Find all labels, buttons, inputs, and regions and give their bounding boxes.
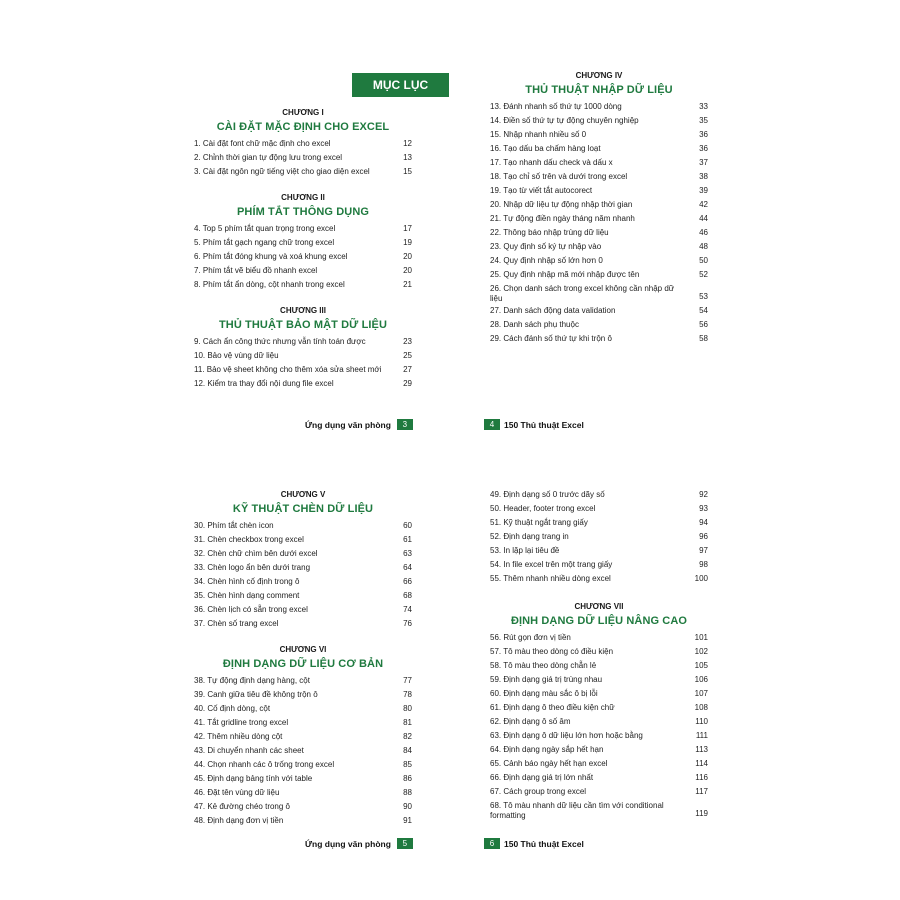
toc-entry: [490, 558, 708, 572]
toc-entry: [490, 785, 708, 799]
toc-entry: [194, 575, 412, 589]
page-number-badge: 4: [484, 419, 500, 430]
toc-entry-title: 41. Tắt gridline trong excel: [194, 718, 289, 727]
chapter-title: THỦ THUẬT BẢO MẬT DỮ LIỆU: [218, 319, 388, 331]
toc-entry: [490, 114, 708, 128]
toc-entry: [490, 212, 708, 226]
footer-label: 150 Thủ thuật Excel: [504, 419, 584, 430]
toc-entry-page: 98: [699, 560, 708, 569]
toc-entry-title: 10. Bảo vệ vùng dữ liệu: [194, 351, 279, 360]
toc-entry-page: 21: [403, 280, 412, 289]
toc-entry-title: 63. Định dạng ô dữ liệu lớn hơn hoặc bằng: [490, 731, 643, 740]
toc-entry-title: 32. Chèn chữ chìm bên dưới excel: [194, 549, 318, 558]
toc-entry: [490, 645, 708, 659]
toc-entry: [194, 165, 412, 179]
toc-entry: [194, 151, 412, 165]
toc-entry: [194, 688, 412, 702]
chapter-title: KỸ THUẬT CHÈN DỮ LIỆU: [232, 503, 374, 515]
toc-entry: [194, 744, 412, 758]
toc-entry-page: 80: [403, 704, 412, 713]
toc-entry-page: 93: [699, 504, 708, 513]
toc-entry: [194, 278, 412, 292]
toc-entry-page: 102: [694, 647, 708, 656]
toc-entry-title: 35. Chèn hình dạng comment: [194, 591, 300, 600]
toc-entry: [194, 222, 412, 236]
toc-entry-title: 21. Tự động điền ngày tháng năm nhanh: [490, 214, 635, 223]
toc-entry-title: 67. Cách group trong excel: [490, 787, 587, 796]
toc-entry-title: 57. Tô màu theo dòng có điều kiện: [490, 647, 614, 656]
footer-label: Ứng dụng văn phòng: [305, 419, 391, 430]
toc-entry: [490, 530, 708, 544]
toc-entry-title: 55. Thêm nhanh nhiều dòng excel: [490, 574, 611, 583]
footer-label: Ứng dụng văn phòng: [305, 838, 391, 849]
toc-entry: [490, 170, 708, 184]
toc-entry-title: 47. Kẻ đường chéo trong ô: [194, 802, 290, 811]
chapter-number: CHƯƠNG I: [282, 108, 324, 117]
toc-entry-page: 74: [403, 605, 412, 614]
toc-entry-page: 107: [694, 689, 708, 698]
toc-entry-title: 52. Định dạng trang in: [490, 532, 569, 541]
toc-entry-page: 116: [695, 773, 708, 782]
toc-entry: [194, 561, 412, 575]
toc-entry-title: 29. Cách đánh số thứ tự khi trộn ô: [490, 334, 612, 343]
toc-entry-page: 20: [403, 252, 412, 261]
toc-column-bottom-right: [490, 488, 708, 821]
toc-entry-title: 3. Cài đặt ngôn ngữ tiếng việt cho giao diện excel: [194, 167, 370, 176]
toc-entry: [490, 715, 708, 729]
toc-entry-title: 25. Quy định nhập mã mới nhập được tên: [490, 270, 640, 279]
toc-entry-page: 44: [699, 214, 708, 223]
toc-entry: [490, 502, 708, 516]
toc-entry-page: 105: [694, 661, 708, 670]
toc-entry-page: 113: [695, 745, 708, 754]
page-number-badge: 3: [397, 419, 413, 430]
toc-entry: [490, 240, 708, 254]
toc-column-top-left: [194, 108, 412, 391]
toc-entry-page: 92: [699, 490, 708, 499]
toc-entry-title: 18. Tạo chỉ số trên và dưới trong excel: [490, 172, 628, 181]
toc-entry-title: 37. Chèn số trang excel: [194, 619, 279, 628]
toc-entry: [490, 673, 708, 687]
toc-entry-title: 38. Tự động định dạng hàng, cột: [194, 676, 310, 685]
toc-entry-page: 37: [699, 158, 708, 167]
toc-entry-title: 60. Định dạng màu sắc ô bị lỗi: [490, 689, 598, 698]
toc-entry-title: 19. Tạo từ viết tắt autocorect: [490, 186, 593, 195]
toc-entry-title: 22. Thông báo nhập trùng dữ liệu: [490, 228, 609, 237]
toc-entry: [490, 156, 708, 170]
toc-entry-page: 36: [699, 130, 708, 139]
toc-entry-page: 96: [699, 532, 708, 541]
toc-entry: [490, 743, 708, 757]
chapter-number: CHƯƠNG VI: [279, 645, 327, 654]
toc-entry-page: 97: [699, 546, 708, 555]
toc-entry: [490, 198, 708, 212]
toc-entry-page: 82: [403, 732, 412, 741]
toc-entry-page: 66: [403, 577, 412, 586]
toc-entry-page: 54: [699, 306, 708, 315]
toc-entry-title: 68. Tô màu nhanh dữ liệu cần tìm với conditional formatting: [490, 801, 664, 820]
toc-entry-title: 31. Chèn checkbox trong excel: [194, 535, 304, 544]
toc-entry: [194, 250, 412, 264]
toc-entry-page: 25: [403, 351, 412, 360]
footer-page-6: [484, 838, 584, 849]
toc-entry-page: 117: [695, 787, 708, 796]
toc-entry-title: 40. Cố định dòng, cột: [194, 704, 271, 713]
toc-entry: [194, 772, 412, 786]
toc-entry: [490, 701, 708, 715]
toc-entry: [490, 687, 708, 701]
toc-entry-title: 58. Tô màu theo dòng chẵn lẻ: [490, 661, 597, 670]
toc-entry-title: 28. Danh sách phụ thuộc: [490, 320, 579, 329]
toc-entry: [490, 544, 708, 558]
toc-entry-title: 27. Danh sách động data validation: [490, 306, 616, 315]
toc-entry-page: 29: [403, 379, 412, 388]
chapter-title: THỦ THUẬT NHẬP DỮ LIỆU: [525, 84, 673, 96]
toc-column-top-right: [490, 71, 708, 346]
toc-entry-page: 23: [403, 337, 412, 346]
toc-entry: [490, 304, 708, 318]
toc-entry: [194, 814, 412, 828]
toc-entry-page: 48: [699, 242, 708, 251]
toc-entry-title: 23. Quy định số ký tự nhập vào: [490, 242, 602, 251]
chapter-title: ĐỊNH DẠNG DỮ LIỆU NÂNG CAO: [510, 615, 688, 627]
toc-entry-page: 15: [403, 167, 412, 176]
toc-entry: [490, 226, 708, 240]
toc-entry-page: 60: [403, 521, 412, 530]
toc-entry: [490, 128, 708, 142]
toc-entry-page: 84: [403, 746, 412, 755]
toc-entry-title: 9. Cách ẩn công thức nhưng vẫn tính toán được: [194, 337, 366, 346]
toc-entry-page: 63: [403, 549, 412, 558]
toc-entry-title: 36. Chèn lịch có sẵn trong excel: [194, 605, 308, 614]
toc-entry: [194, 674, 412, 688]
toc-entry: [490, 184, 708, 198]
chapter-number: CHƯƠNG IV: [575, 71, 623, 80]
toc-entry-title: 34. Chèn hình cố định trong ô: [194, 577, 300, 586]
toc-entry-title: 33. Chèn logo ẩn bên dưới trang: [194, 563, 311, 572]
toc-entry-title: 42. Thêm nhiều dòng cột: [194, 732, 283, 741]
footer-page-5: [305, 838, 413, 849]
toc-entry: [194, 264, 412, 278]
toc-entry: [194, 236, 412, 250]
toc-entry-title: 16. Tạo dấu ba chấm hàng loạt: [490, 144, 601, 153]
toc-entry-title: 49. Định dạng số 0 trước dãy số: [490, 490, 605, 499]
toc-entry-page: 100: [694, 574, 708, 583]
toc-entry-page: 110: [695, 717, 708, 726]
chapter-title: CÀI ĐẶT MẶC ĐỊNH CHO EXCEL: [216, 121, 390, 133]
toc-entry: [490, 572, 708, 586]
toc-entry: [490, 268, 708, 282]
toc-entry: [194, 377, 412, 391]
toc-entry-title: 43. Di chuyển nhanh các sheet: [194, 746, 304, 755]
toc-entry: [490, 142, 708, 156]
toc-entry-title: 65. Cảnh báo ngày hết hạn excel: [490, 759, 608, 768]
toc-entry-page: 64: [403, 563, 412, 572]
toc-entry: [490, 318, 708, 332]
toc-entry-title: 1. Cài đặt font chữ mặc định cho excel: [194, 139, 331, 148]
toc-entry-title: 4. Top 5 phím tắt quan trọng trong excel: [194, 224, 336, 233]
toc-entry-title: 5. Phím tắt gạch ngang chữ trong excel: [194, 238, 335, 247]
toc-entry-page: 88: [403, 788, 412, 797]
toc-entry-title: 17. Tạo nhanh dấu check và dấu x: [490, 158, 613, 167]
toc-entry: [194, 589, 412, 603]
toc-entry-page: 39: [699, 186, 708, 195]
toc-entry: [490, 757, 708, 771]
toc-entry-page: 61: [403, 535, 412, 544]
toc-entry: [490, 282, 708, 304]
toc-entry-page: 90: [403, 802, 412, 811]
toc-entry: [490, 631, 708, 645]
toc-entry-page: 52: [699, 270, 708, 279]
toc-entry: [194, 533, 412, 547]
toc-entry-title: 51. Kỹ thuật ngắt trang giấy: [490, 518, 588, 527]
toc-entry-page: 119: [695, 809, 708, 818]
toc-entry: [490, 100, 708, 114]
page-number-badge: 5: [397, 838, 413, 849]
page-number-badge: 6: [484, 838, 500, 849]
toc-entry: [490, 799, 708, 821]
toc-heading: MỤC LỤC: [352, 73, 449, 97]
toc-entry: [194, 137, 412, 151]
toc-entry: [194, 758, 412, 772]
toc-entry-page: 46: [699, 228, 708, 237]
toc-entry: [194, 702, 412, 716]
toc-entry-title: 54. In file excel trên một trang giấy: [490, 560, 613, 569]
chapter-title: ĐỊNH DẠNG DỮ LIỆU CƠ BẢN: [222, 658, 384, 670]
toc-entry-page: 13: [403, 153, 412, 162]
toc-entry-title: 15. Nhập nhanh nhiều số 0: [490, 130, 587, 139]
toc-entry: [490, 254, 708, 268]
toc-column-bottom-left: [194, 490, 412, 828]
toc-entry-title: 24. Quy định nhập số lớn hơn 0: [490, 256, 603, 265]
chapter-title: PHÍM TẮT THÔNG DỤNG: [236, 206, 370, 218]
toc-entry: [490, 729, 708, 743]
toc-entry: [194, 800, 412, 814]
toc-entry: [194, 786, 412, 800]
toc-entry-page: 78: [403, 690, 412, 699]
toc-entry-page: 101: [694, 633, 708, 642]
toc-entry-title: 44. Chọn nhanh các ô trống trong excel: [194, 760, 335, 769]
toc-entry-title: 12. Kiểm tra thay đổi nội dung file excel: [194, 379, 334, 388]
toc-entry: [194, 547, 412, 561]
toc-entry: [194, 603, 412, 617]
toc-entry-page: 20: [403, 266, 412, 275]
toc-entry-page: 108: [694, 703, 708, 712]
footer-page-3: [305, 419, 413, 430]
toc-entry-page: 91: [403, 816, 412, 825]
toc-entry-page: 38: [699, 172, 708, 181]
toc-entry-page: 17: [403, 224, 412, 233]
toc-entry: [490, 659, 708, 673]
toc-entry: [490, 332, 708, 346]
toc-entry-title: 20. Nhập dữ liệu tự động nhập thời gian: [490, 200, 633, 209]
toc-entry-title: 30. Phím tắt chèn icon: [194, 521, 274, 530]
toc-entry-title: 39. Canh giữa tiêu đề không trộn ô: [194, 690, 318, 699]
toc-entry-page: 94: [699, 518, 708, 527]
chapter-number: CHƯƠNG VII: [574, 602, 624, 611]
toc-entry-title: 50. Header, footer trong excel: [490, 504, 596, 513]
toc-entry: [194, 716, 412, 730]
toc-entry-title: 48. Định dạng đơn vị tiền: [194, 816, 284, 825]
toc-entry-title: 59. Định dạng giá trị trùng nhau: [490, 675, 603, 684]
toc-entry-page: 12: [403, 139, 412, 148]
toc-entry-page: 33: [699, 102, 708, 111]
toc-entry: [194, 335, 412, 349]
toc-entry: [194, 349, 412, 363]
chapter-number: CHƯƠNG V: [280, 490, 326, 499]
toc-entry-title: 2. Chỉnh thời gian tự động lưu trong excel: [194, 153, 343, 162]
toc-entry-page: 42: [699, 200, 708, 209]
toc-entry: [194, 519, 412, 533]
toc-entry-title: 56. Rút gọn đơn vị tiền: [490, 633, 571, 642]
footer-page-4: [484, 419, 584, 430]
toc-entry: [490, 488, 708, 502]
toc-entry-title: 7. Phím tắt vẽ biểu đồ nhanh excel: [194, 266, 318, 275]
toc-entry-title: 45. Định dạng bảng tính với table: [194, 774, 313, 783]
toc-entry-page: 77: [403, 676, 412, 685]
toc-entry-page: 68: [403, 591, 412, 600]
toc-entry-title: 62. Định dạng ô số âm: [490, 717, 571, 726]
toc-entry: [194, 363, 412, 377]
toc-entry-page: 53: [699, 292, 708, 301]
toc-entry-page: 56: [699, 320, 708, 329]
toc-entry-title: 46. Đặt tên vùng dữ liệu: [194, 788, 280, 797]
toc-entry-title: 64. Định dạng ngày sắp hết hạn: [490, 745, 604, 754]
toc-entry-page: 111: [695, 731, 708, 740]
toc-entry-page: 27: [403, 365, 412, 374]
toc-entry-title: 6. Phím tắt đóng khung và xoá khung excel: [194, 252, 348, 261]
toc-entry-page: 114: [695, 759, 708, 768]
toc-entry-page: 50: [699, 256, 708, 265]
toc-entry-page: 35: [699, 116, 708, 125]
toc-entry-title: 26. Chọn danh sách trong excel không cần nhập dữ liệu: [490, 284, 675, 303]
footer-label: 150 Thủ thuật Excel: [504, 838, 584, 849]
toc-entry-page: 76: [403, 619, 412, 628]
toc-entry: [490, 516, 708, 530]
toc-entry-page: 19: [403, 238, 412, 247]
toc-entry-title: 8. Phím tắt ẩn dòng, cột nhanh trong excel: [194, 280, 345, 289]
toc-entry-title: 66. Định dạng giá trị lớn nhất: [490, 773, 594, 782]
chapter-number: CHƯƠNG II: [281, 193, 325, 202]
toc-entry: [194, 730, 412, 744]
toc-entry-page: 81: [403, 718, 412, 727]
toc-entry-title: 13. Đánh nhanh số thứ tự 1000 dòng: [490, 102, 622, 111]
toc-entry-title: 53. In lặp lại tiêu đề: [490, 546, 560, 555]
toc-entry: [490, 771, 708, 785]
chapter-number: CHƯƠNG III: [280, 306, 326, 315]
toc-entry-page: 86: [403, 774, 412, 783]
toc-entry-page: 106: [694, 675, 708, 684]
toc-entry-title: 14. Điền số thứ tự tự động chuyên nghiệp: [490, 116, 639, 125]
toc-entry-page: 58: [699, 334, 708, 343]
toc-entry-title: 11. Bảo vệ sheet không cho thêm xóa sửa sheet mới: [194, 365, 382, 374]
toc-entry-page: 36: [699, 144, 708, 153]
toc-entry: [194, 617, 412, 631]
toc-entry-page: 85: [403, 760, 412, 769]
toc-entry-title: 61. Định dạng ô theo điều kiện chữ: [490, 703, 615, 712]
